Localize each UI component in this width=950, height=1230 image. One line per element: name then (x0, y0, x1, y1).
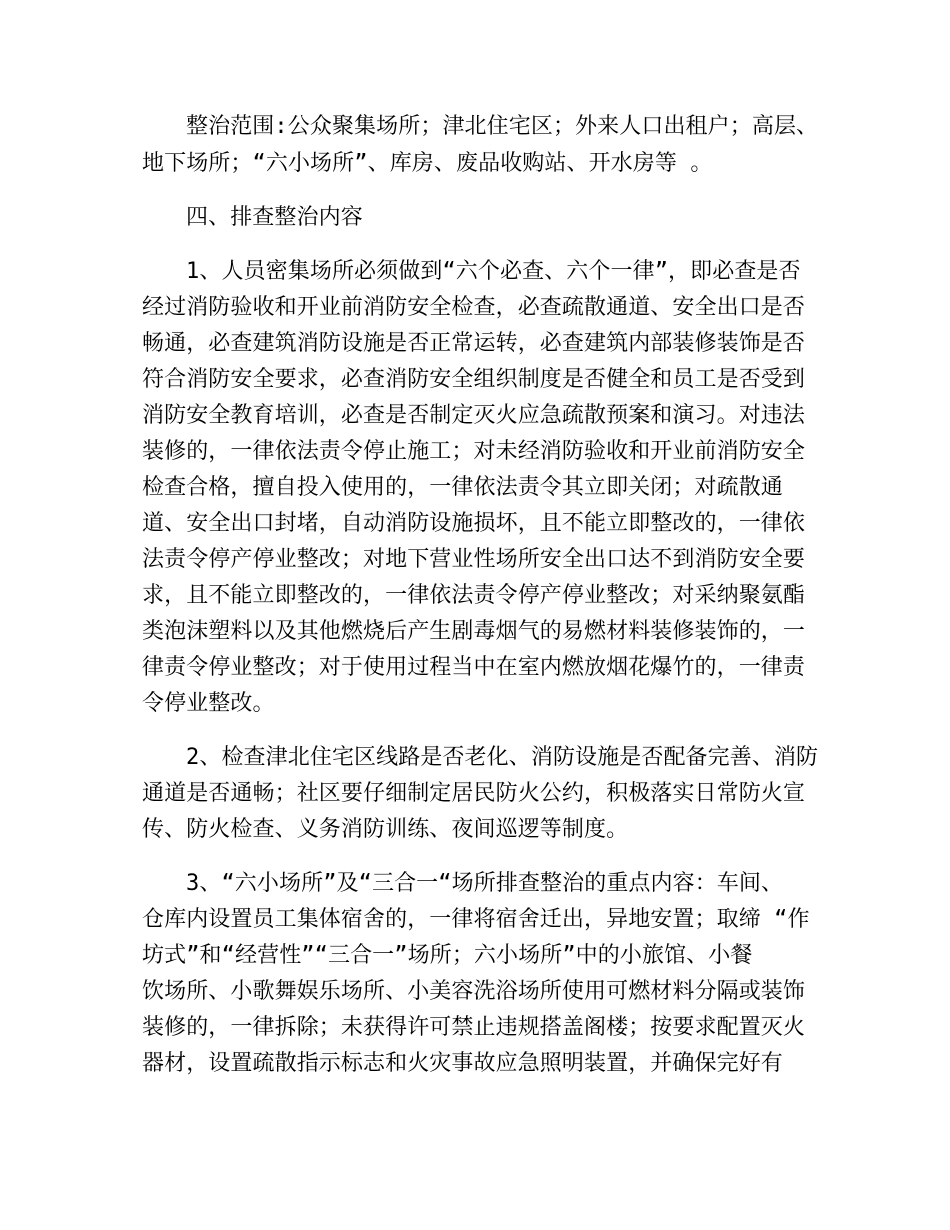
item-1-line-2: 经过消防验收和开业前消防安全检查，必查疏散通道、安全出口是否 (142, 295, 806, 320)
item-3-line-6: 器材，设置疏散指示标志和火灾事故应急照明装置，并确保完好有 (142, 1051, 783, 1076)
item-1-line-5: 消防安全教育培训，必查是否制定灭火应急疏散预案和演习。对违法 (142, 403, 806, 428)
scope-line-1: 整治范围:公众聚集场所；津北住宅区；外来人口出租户；高层、 (186, 114, 819, 139)
item-3-line-5: 装修的，一律拆除；未获得许可禁止违规搭盖阁楼；按要求配置灭火 (142, 1015, 806, 1040)
item-1-line-6: 装修的，一律依法责令停止施工；对未经消防验收和开业前消防安全 (142, 439, 806, 464)
item-3-line-3: 坊式”和“经营性”“三合一”场所；六小场所”中的小旅馆、小餐 (142, 943, 753, 968)
item-1-line-9: 法责令停产停业整改；对地下营业性场所安全出口达不到消防安全要 (142, 547, 806, 572)
item-3-line-2: 仓库内设置员工集体宿舍的，一律将宿舍迁出，异地安置；取缔 “作 (142, 907, 810, 932)
item-2-line-2: 通道是否通畅；社区要仔细制定居民防火公约，积极落实日常防火宣 (142, 781, 806, 806)
item-3-line-4: 饮场所、小歌舞娱乐场所、小美容洗浴场所使用可燃材料分隔或装饰 (142, 979, 806, 1004)
item-1-line-1: 1、人员密集场所必须做到“六个必查、六个一律”，即必查是否 (186, 259, 801, 284)
item-2-line-1: 2、检查津北住宅区线路是否老化、消防设施是否配备完善、消防 (186, 745, 819, 770)
item-1-line-7: 检查合格，擅自投入使用的，一律依法责令其立即关闭；对疏散通 (142, 475, 783, 500)
item-1-line-11: 类泡沫塑料以及其他燃烧后产生剧毒烟气的易燃材料装修装饰的，一 (142, 619, 806, 644)
item-2-line-3: 传、防火检查、义务消防训练、夜间巡逻等制度。 (142, 817, 629, 842)
item-1-line-4: 符合消防安全要求，必查消防安全组织制度是否健全和员工是否受到 (142, 367, 806, 392)
item-1-line-12: 律责令停业整改；对于使用过程当中在室内燃放烟花爆竹的，一律责 (142, 655, 806, 680)
item-1-line-3: 畅通，必查建筑消防设施是否正常运转，必查建筑内部装修装饰是否 (142, 331, 806, 356)
item-1-line-13: 令停业整改。 (142, 691, 275, 716)
section-heading: 四、排查整治内容 (186, 205, 363, 230)
scope-line-2: 地下场所；“六小场所”、库房、废品收购站、开水房等 。 (142, 151, 713, 176)
item-1-line-8: 道、安全出口封堵，自动消防设施损坏，且不能立即整改的，一律依 (142, 511, 806, 536)
item-3-line-1: 3、“六小场所”及“三合一“场所排查整治的重点内容：车间、 (186, 871, 784, 896)
item-1-line-10: 求，且不能立即整改的，一律依法责令停产停业整改；对采纳聚氨酯 (142, 583, 806, 608)
